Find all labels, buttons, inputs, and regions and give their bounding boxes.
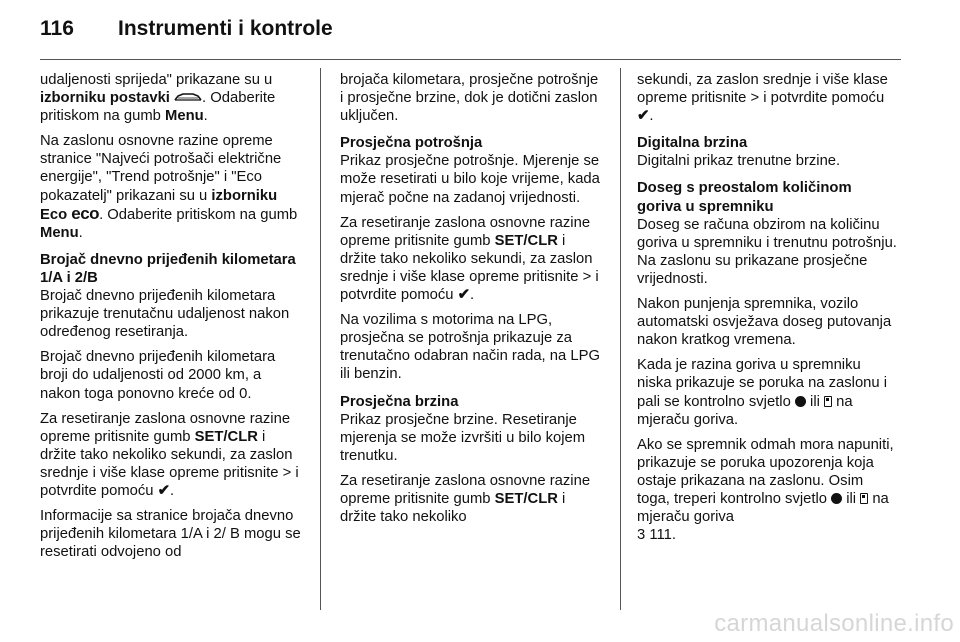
fuel-pump-icon: [860, 493, 868, 504]
checkmark-icon: ✔: [637, 108, 650, 125]
paragraph: Ako se spremnik odmah mora napuniti, prikazuje se poruka upozorenja koja ostaje prikazana na zaslonu. Osim toga, treperi kontrolno svjetlo ili na mjeraču goriva 3 111.: [637, 436, 894, 544]
section-heading: Prosječna potrošnja: [340, 135, 483, 152]
page-header: [40, 17, 900, 51]
paragraph: Informacije sa stranice brojača dnevno prijeđenih kilometara 1/A i 2/ B mogu se resetirati odvojeno od: [40, 508, 301, 561]
page-title: Instrumenti i kontrole: [118, 17, 333, 40]
paragraph: Nakon punjenja spremnika, vozilo automatski osvježava doseg putovanja nakon kratkog vremena.: [637, 296, 892, 349]
column-divider-1: [320, 68, 321, 610]
section-heading: Prosječna brzina: [340, 393, 459, 410]
paragraph: Za resetiranje zaslona osnovne razine opreme pritisnite gumb SET/CLR i držite tako nekoliko sekundi, za zaslon srednje i više klase opreme pritisnite > i potvrdite pomoću ✔.: [340, 214, 599, 304]
header-rule: [40, 59, 901, 60]
chevron-right-icon: >: [582, 268, 592, 285]
checkmark-icon: ✔: [157, 482, 171, 499]
column-2: [340, 71, 602, 533]
chevron-right-icon: >: [282, 464, 292, 481]
paragraph: Na vozilima s motorima na LPG, prosječna se potrošnja prikazuje za trenutačno odabran način rada, na LPG ili benzin.: [340, 312, 600, 383]
section-heading: Brojač dnevno prijeđenih kilometara 1/A i 2/B: [40, 251, 296, 286]
eco-icon: eco: [71, 203, 100, 223]
warning-light-icon: [831, 493, 842, 504]
paragraph: Na zaslonu osnovne razine opreme stranice "Najveći potrošači električne energije", "Trend potrošnje" i "Eco pokazatelj" prikazani su u izborniku Eco eco. Odaberite pritiskom na gumb Menu.: [40, 133, 298, 241]
paragraph: Brojač dnevno prijeđenih kilometara broji do udaljenosti od 2000 km, a nakon toga ponovno kreće od 0.: [40, 349, 276, 402]
warning-light-icon: [795, 396, 806, 407]
column-1: [40, 71, 302, 568]
paragraph: Za resetiranje zaslona osnovne razine opreme pritisnite gumb SET/CLR i držite tako nekoliko: [340, 472, 591, 526]
paragraph: Digitalni prikaz trenutne brzine.: [637, 153, 841, 170]
column-divider-2: [620, 68, 621, 610]
page-number: 116: [40, 17, 74, 40]
paragraph: brojača kilometara, prosječne potrošnje i prosječne brzine, dok je dotični zaslon uključen.: [340, 72, 599, 125]
paragraph: Kada je razina goriva u spremniku niska prikazuje se poruka na zaslonu i pali se kontrolno svjetlo ili na mjeraču goriva.: [637, 357, 888, 428]
paragraph: Prikaz prosječne potrošnje. Mjerenje se može resetirati u bilo koje vrijeme, kada mjerač počne na zadanoj vrijednosti.: [340, 153, 600, 206]
page-reference-icon: 3: [637, 527, 646, 544]
page-reference-link[interactable]: 111.: [645, 527, 676, 544]
chevron-right-icon: >: [750, 90, 760, 107]
car-icon: [174, 91, 202, 103]
paragraph: Za resetiranje zaslona osnovne razine opreme pritisnite gumb SET/CLR i držite tako nekoliko sekundi, za zaslon srednje i više klase opreme pritisnite > i potvrdite pomoću ✔.: [40, 410, 299, 499]
watermark: carmanualsonline.info: [714, 610, 954, 637]
section-heading: Doseg s preostalom količinom goriva u spremniku: [637, 180, 852, 215]
paragraph: udaljenosti sprijeda" prikazane su u izborniku postavki . Odaberite pritiskom na gumb Menu.: [40, 72, 276, 125]
paragraph: sekundi, za zaslon srednje i više klase opreme pritisnite > i potvrdite pomoću ✔.: [637, 72, 888, 125]
checkmark-icon: ✔: [457, 287, 471, 304]
paragraph: Prikaz prosječne brzine. Resetiranje mjerenja se može izvršiti u bilo kojem trenutku.: [340, 411, 586, 464]
column-3: [637, 71, 899, 551]
section-heading: Digitalna brzina: [637, 135, 748, 152]
fuel-pump-icon: [824, 396, 832, 407]
paragraph: Doseg se računa obzirom na količinu goriva u spremniku i trenutnu potrošnju. Na zaslonu su prikazane prosječne vrijednosti.: [637, 216, 897, 287]
paragraph: Brojač dnevno prijeđenih kilometara prikazuje trenutačnu udaljenost nakon određenog resetiranja.: [40, 288, 290, 341]
